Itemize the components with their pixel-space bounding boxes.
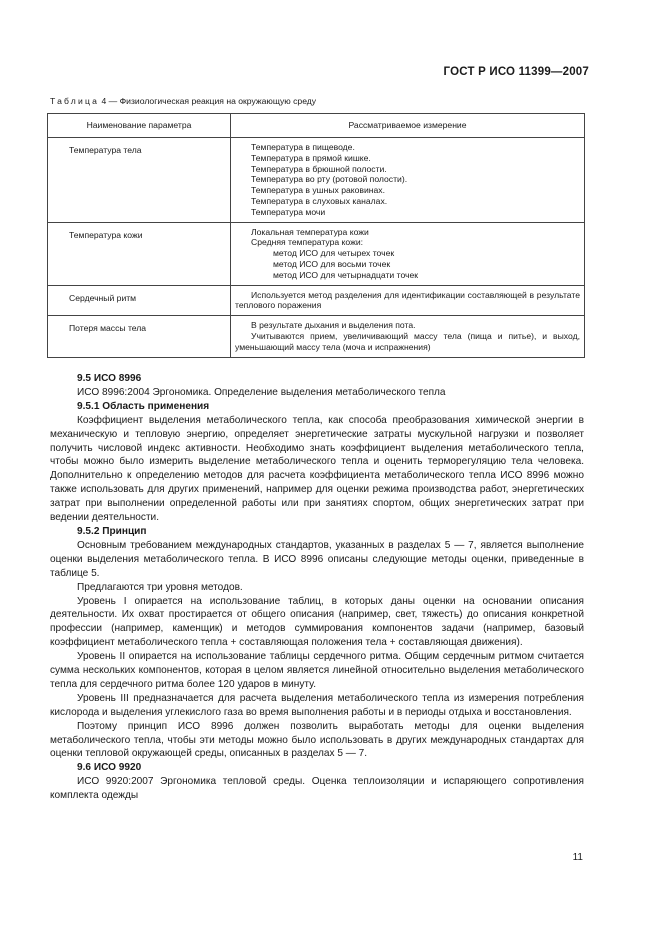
- measurement-line: Температура в брюшной полости.: [251, 163, 387, 174]
- measurement-line: Температура в пищеводе.: [251, 142, 355, 152]
- measurement-subline: метод ИСО для четырнадцати точек: [273, 269, 419, 280]
- document-code: ГОСТ Р ИСО 11399—2007: [443, 66, 589, 78]
- section-heading-9-5-2: 9.5.2 Принцип: [77, 525, 147, 537]
- document-body: [50, 372, 584, 803]
- table-row: [48, 138, 585, 223]
- measurement-subline: метод ИСО для восьми точек: [273, 258, 391, 269]
- paragraph: Уровень I опирается на использование таблиц, в которых даны оценки на основании описания деятельности. Их охват простирается от общего описания (например, свет, тяжесть) до описания конкретной профессии (например, каменщик) и методов суммирования компонентов задачи (например, базовый коэффициент метаболического тепла + составляющая положения тела + составляющая движения).: [50, 595, 584, 649]
- measurement-cell: [231, 222, 585, 285]
- column-header-parameter: Наименование параметра: [48, 114, 231, 138]
- standard-reference: ИСО 8996:2004 Эргономика. Определение выделения метаболического тепла: [77, 386, 446, 398]
- table-header-row: [48, 114, 585, 138]
- param-cell: Температура тела: [48, 138, 231, 223]
- measurement-line: Локальная температура кожи: [251, 226, 369, 237]
- param-cell: Потеря массы тела: [48, 316, 231, 357]
- measurement-line: Температура в прямой кишке.: [251, 152, 371, 163]
- measurement-line: В результате дыхания и выделения пота.: [251, 320, 416, 331]
- measurement-line: Температура в слуховых каналах.: [251, 195, 388, 206]
- table-caption: [50, 96, 316, 106]
- measurement-cell: [231, 138, 585, 223]
- table-caption-prefix: Таблица: [50, 96, 100, 106]
- measurement-cell: Используется метод разделения для идентификации составляющей в результате теплового поражения: [231, 285, 585, 316]
- measurement-cell: [231, 316, 585, 357]
- paragraph: Основным требованием международных стандартов, указанных в разделах 5 — 7, является выполнение оценки выделения метаболического тепла. В ИСО 8996 описаны следующие методы оценки, приведенные в таблице 5.: [50, 539, 584, 579]
- measurement-line: Температура мочи: [251, 206, 326, 217]
- table-row: [48, 316, 585, 357]
- paragraph: Уровень II опирается на использование таблицы сердечного ритма. Общим сердечным ритмом считается сумма нескольких компонентов, которая в целом является линейной относительно выделения метаболического тепла для сердечного ритма более 120 ударов в минуту.: [50, 651, 584, 690]
- table-row: [48, 222, 585, 285]
- paragraph: Коэффициент выделения метаболического тепла, как способа преобразования химической энергии в механическую и тепловую энергию, определяет энергетические затраты мускульной нагрузки и позволяет получить числовой индекс активности. Необходимо знать коэффициент выделения метаболического тепла, чтобы можно было измерить выделение метаболического тепла и оценить терморегуляцию тела человека. Дополнительно к определению методов для расчета коэффициента метаболического тепла ИСО 8996 можно также использовать для других применений, например для оценки режима производства работ, энергетических затрат при выполнении определенной работы или при занятиях спортом, общих энергетических затрат при ведении деятельности.: [50, 414, 584, 524]
- param-cell: Температура кожи: [48, 222, 231, 285]
- table-row: [48, 285, 585, 316]
- measurement-subline: метод ИСО для четырех точек: [273, 248, 395, 259]
- section-heading-9-5: 9.5 ИСО 8996: [77, 373, 142, 384]
- paragraph: Поэтому принцип ИСО 8996 должен позволить выработать методы для оценки выделения метаболического тепла, чтобы эти методы можно было использовать в других международных стандартах для оценки тепловой окружающей среды, описанных в разделах 5 — 7.: [50, 720, 584, 760]
- section-heading-9-5-1: 9.5.1 Область применения: [77, 400, 210, 412]
- paragraph: Уровень III предназначается для расчета выделения метаболического тепла из измерения потребления кислорода и выделения углекислого газа во время выполнения работы и в периоды отдыха и восстановления.: [50, 692, 584, 718]
- section-heading-9-6: 9.6 ИСО 9920: [77, 762, 142, 774]
- column-header-measurement: Рассматриваемое измерение: [231, 114, 585, 138]
- paragraph: Предлагаются три уровня методов.: [77, 581, 243, 593]
- physiological-response-table: [47, 113, 585, 358]
- table-caption-title: 4 — Физиологическая реакция на окружающую среду: [101, 96, 317, 106]
- param-cell: Сердечный ритм: [48, 285, 231, 316]
- measurement-line: Средняя температура кожи:: [251, 237, 364, 248]
- measurement-line: Температура во рту (ротовой полости).: [251, 174, 408, 185]
- measurement-line: Температура в ушных раковинах.: [251, 185, 385, 196]
- page-number: 11: [572, 852, 583, 863]
- standard-reference: ИСО 9920:2007 Эргономика тепловой среды. Оценка теплоизоляции и испаряющего сопротивления комплекта одежды: [50, 776, 584, 802]
- measurement-text: Учитываются прием, увеличивающий массу тела (пища и питье), и выход, уменьшающий массу тела (моча и испражнения): [235, 330, 580, 352]
